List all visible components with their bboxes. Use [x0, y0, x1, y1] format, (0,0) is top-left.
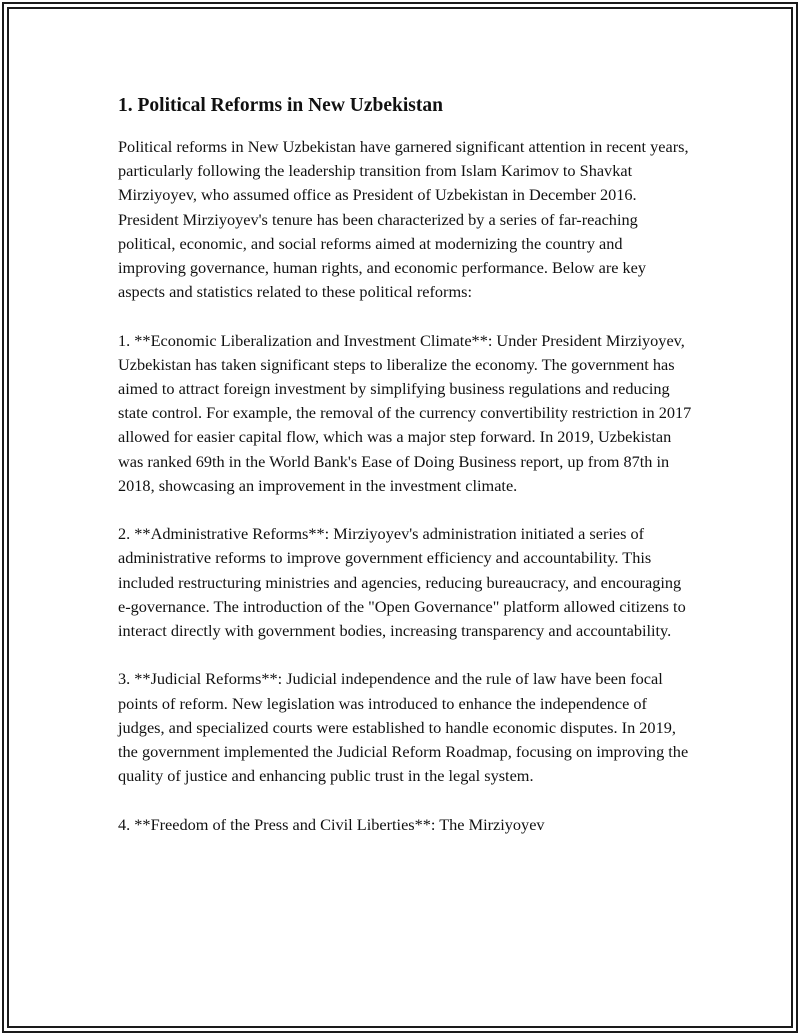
- economic-liberalization-paragraph: 1. **Economic Liberalization and Investment Climate**: Under President Mirziyoyev, Uzbekistan has taken significant steps to liberalize the economy. The government has aimed to attract foreign investment by simplifying business regulations and reducing state control. For example, the removal of the currency convertibility restriction in 2017 allowed for easier capital flow, which was a major step forward. In 2019, Uzbekistan was ranked 69th in the World Bank's Ease of Doing Business report, up from 87th in 2018, showcasing an improvement in the investment climate.: [118, 330, 692, 495]
- judicial-reforms-paragraph: 3. **Judicial Reforms**: Judicial independence and the rule of law have been focal points of reform. New legislation was introduced to enhance the independence of judges, and specialized courts were established to handle economic disputes. In 2019, the government implemented the Judicial Reform Roadmap, focusing on improving the quality of justice and enhancing public trust in the legal system.: [118, 669, 689, 786]
- section-heading: 1. Political Reforms in New Uzbekistan: [118, 95, 443, 116]
- press-freedom-paragraph: 4. **Freedom of the Press and Civil Liberties**: The Mirziyoyev: [118, 814, 545, 834]
- document-body: [118, 93, 693, 861]
- intro-paragraph: Political reforms in New Uzbekistan have garnered significant attention in recent years, particularly following the leadership transition from Islam Karimov to Shavkat Mirziyoyev, who assumed office as President of Uzbekistan in December 2016. President Mirziyoyev's tenure has been characterized by a series of far-reaching political, economic, and social reforms aimed at modernizing the country and improving governance, human rights, and economic performance. Below are key aspects and statistics related to these political reforms:: [118, 137, 689, 302]
- administrative-reforms-paragraph: 2. **Administrative Reforms**: Mirziyoyev's administration initiated a series of administrative reforms to improve government efficiency and accountability. This included restructuring ministries and agencies, reducing bureaucracy, and encouraging e-governance. The introduction of the "Open Governance" platform allowed citizens to interact directly with government bodies, increasing transparency and accountability.: [118, 524, 686, 641]
